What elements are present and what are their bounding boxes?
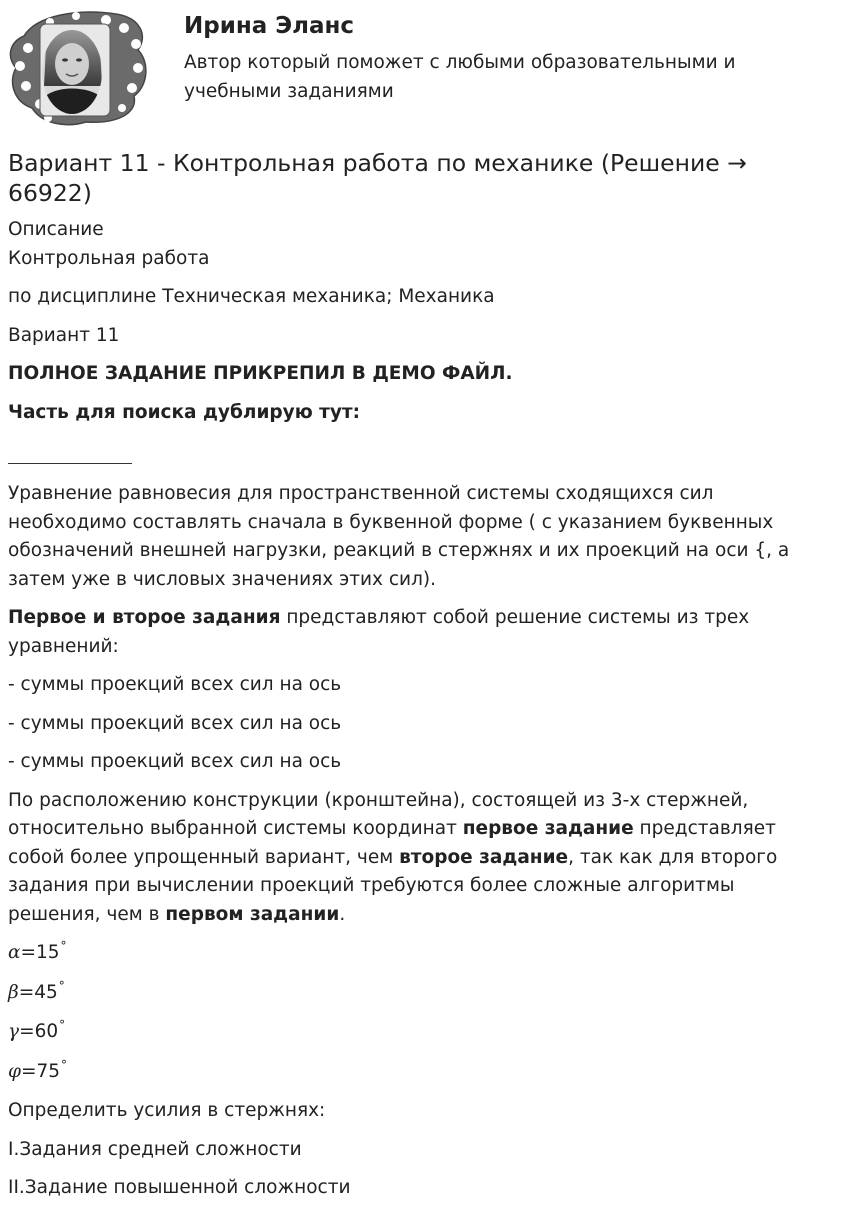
author-name[interactable]: Ирина Эланс: [184, 13, 355, 39]
degree-sign: °: [58, 978, 65, 993]
body-line-3: Вариант 11: [8, 324, 120, 346]
arrangement-bold-1: первое задание: [462, 818, 634, 839]
film-reel-portrait-icon: [6, 6, 152, 128]
beta-value: =45: [18, 981, 58, 1003]
degree-sign: °: [60, 939, 67, 953]
angle-beta: [8, 979, 828, 1009]
gamma-symbol: γ: [8, 1021, 20, 1042]
phi-value: =75: [20, 1060, 61, 1082]
alpha-symbol: α: [8, 942, 21, 963]
body-line-4: ПОЛНОЕ ЗАДАНИЕ ПРИКРЕПИЛ В ДЕМО ФАЙЛ.: [8, 363, 513, 384]
determine-text: Определить усилия в стержнях:: [8, 1100, 326, 1121]
arrangement-text-1: По расположению конструкции (кронштейна), состоящей из 3-х стержней, относительно выбранной системы координат: [8, 789, 749, 839]
body-line-2: по дисциплине Техническая механика; Механика: [8, 286, 495, 307]
author-header: [0, 0, 847, 130]
body-line-1: Контрольная работа: [8, 247, 210, 269]
arrangement-bold-3: первом задании: [165, 903, 340, 925]
alpha-value: =15: [20, 942, 60, 963]
gamma-value: =60: [19, 1021, 59, 1042]
arrangement-bold-2: второе задание: [399, 846, 569, 868]
tasks-bold-text: Первое и второе задания: [8, 607, 281, 628]
arrangement-text-2: представляет собой более упрощенный вариант, чем: [8, 818, 776, 868]
degree-sign: °: [59, 1018, 66, 1032]
degree-sign: °: [61, 1057, 68, 1072]
task-1: I.Задания средней сложности: [8, 1138, 302, 1160]
sum-item-1: - суммы проекций всех сил на ось: [8, 674, 342, 695]
angle-phi: [8, 1058, 828, 1088]
body-line-5: Часть для поиска дублирую тут:: [8, 401, 361, 423]
separator-rule: [8, 463, 132, 464]
author-description: Автор который поможет с любыми образовательными и учебными заданиями: [184, 52, 736, 102]
equilibrium-paragraph: Уравнение равновесия для пространственной системы сходящихся сил необходимо составлять сначала в буквенной форме ( с указанием буквенных обозначений внешней нагрузки, реакций в стержнях и их проекций на оси {, а затем уже в числовых значениях этих сил).: [8, 483, 790, 590]
description-label: Описание: [8, 219, 104, 240]
arrangement-text-3: , так как для второго задания при вычислении проекций требуются более сложные алгоритмы решения, чем в: [8, 846, 778, 925]
sum-item-3: - суммы проекций всех сил на ось: [8, 751, 342, 772]
page-title: Вариант 11 - Контрольная работа по механике (Решение → 66922): [8, 149, 747, 207]
arrangement-paragraph: [8, 787, 828, 930]
task-2: II.Задание повышенной сложности: [8, 1177, 351, 1198]
angle-alpha: [8, 939, 828, 969]
beta-symbol: β: [8, 981, 19, 1003]
angle-gamma: [8, 1018, 828, 1048]
phi-symbol: φ: [8, 1060, 21, 1082]
sum-item-2: - суммы проекций всех сил на ось: [8, 712, 342, 734]
tasks-rest-text: представляют собой решение системы из трех уравнений:: [8, 607, 750, 657]
tasks-paragraph: [8, 604, 828, 661]
author-avatar[interactable]: [6, 6, 152, 128]
main-content: [8, 148, 828, 1213]
arrangement-text-4: .: [339, 903, 346, 925]
